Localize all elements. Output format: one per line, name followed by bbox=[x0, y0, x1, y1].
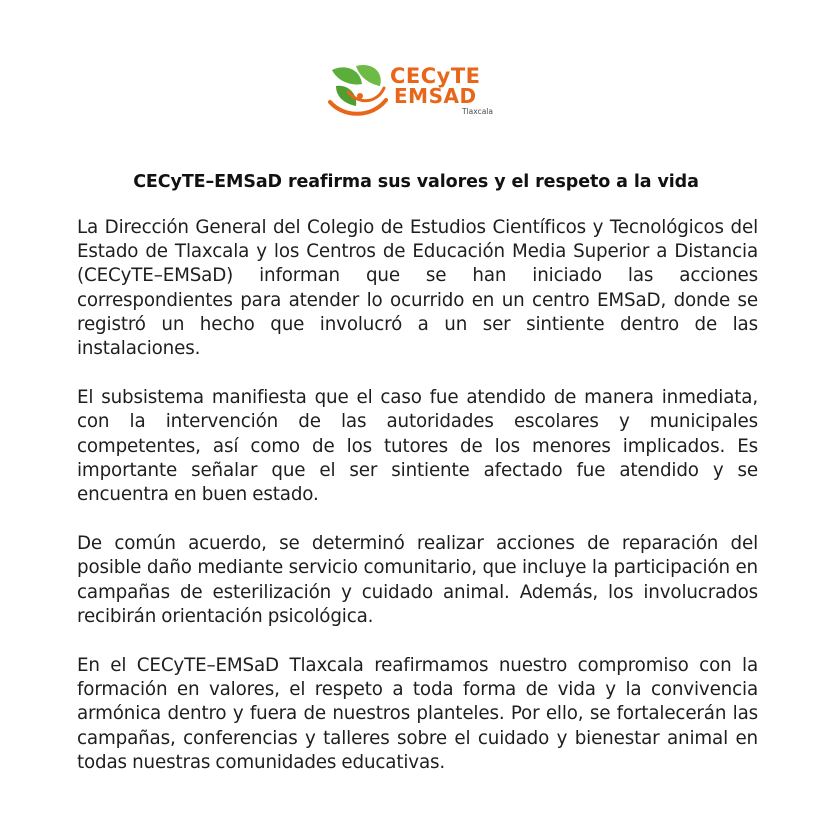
logo-text-cecyte: CECyTE bbox=[390, 64, 481, 88]
paragraph-3: De común acuerdo, se determinó realizar acciones de reparación del posible daño mediante servicio comunitario, que incluye la participación en campañas de esterilización y cuidado animal. Además, los involucrados recibirán orientación psicológica. bbox=[77, 533, 758, 627]
paragraph-4: En el CECyTE–EMSaD Tlaxcala reafirmamos nuestro compromiso con la formación en valores, el respeto a toda forma de vida y la convivencia armónica dentro y fuera de nuestros planteles. Por ello, se fortalecerán las campañas, conferencias y talleres sobre el cuidado y bienestar animal en todas nuestras comunidades educativas. bbox=[77, 655, 758, 773]
logo-text-emsad: EMSAD bbox=[394, 84, 477, 108]
paragraph-2: El subsistema manifiesta que el caso fue atendido de manera inmediata, con la intervención de las autoridades escolares y municipales competentes, así como de los tutores de los menores implicados. Es importante señalar que el ser sintiente afectado fue atendido y se encuentra en buen estado. bbox=[77, 387, 758, 506]
cecyte-emsad-logo bbox=[326, 62, 512, 120]
statement-body bbox=[77, 216, 758, 800]
statement-title: CECyTE–EMSaD reafirma sus valores y el respeto a la vida bbox=[133, 172, 699, 192]
paragraph-1: La Dirección General del Colegio de Estudios Científicos y Tecnológicos del Estado de Tlaxcala y los Centros de Educación Media Superior a Distancia (CECyTE–EMSaD) informan que se han iniciado las acciones correspondientes para atender lo ocurrido en un centro EMSaD, donde se registró un hecho que involucró a un ser sintiente dentro de las instalaciones. bbox=[77, 217, 758, 360]
leaf-globe-icon bbox=[326, 62, 396, 120]
logo-subtitle: Tlaxcala bbox=[462, 107, 493, 116]
